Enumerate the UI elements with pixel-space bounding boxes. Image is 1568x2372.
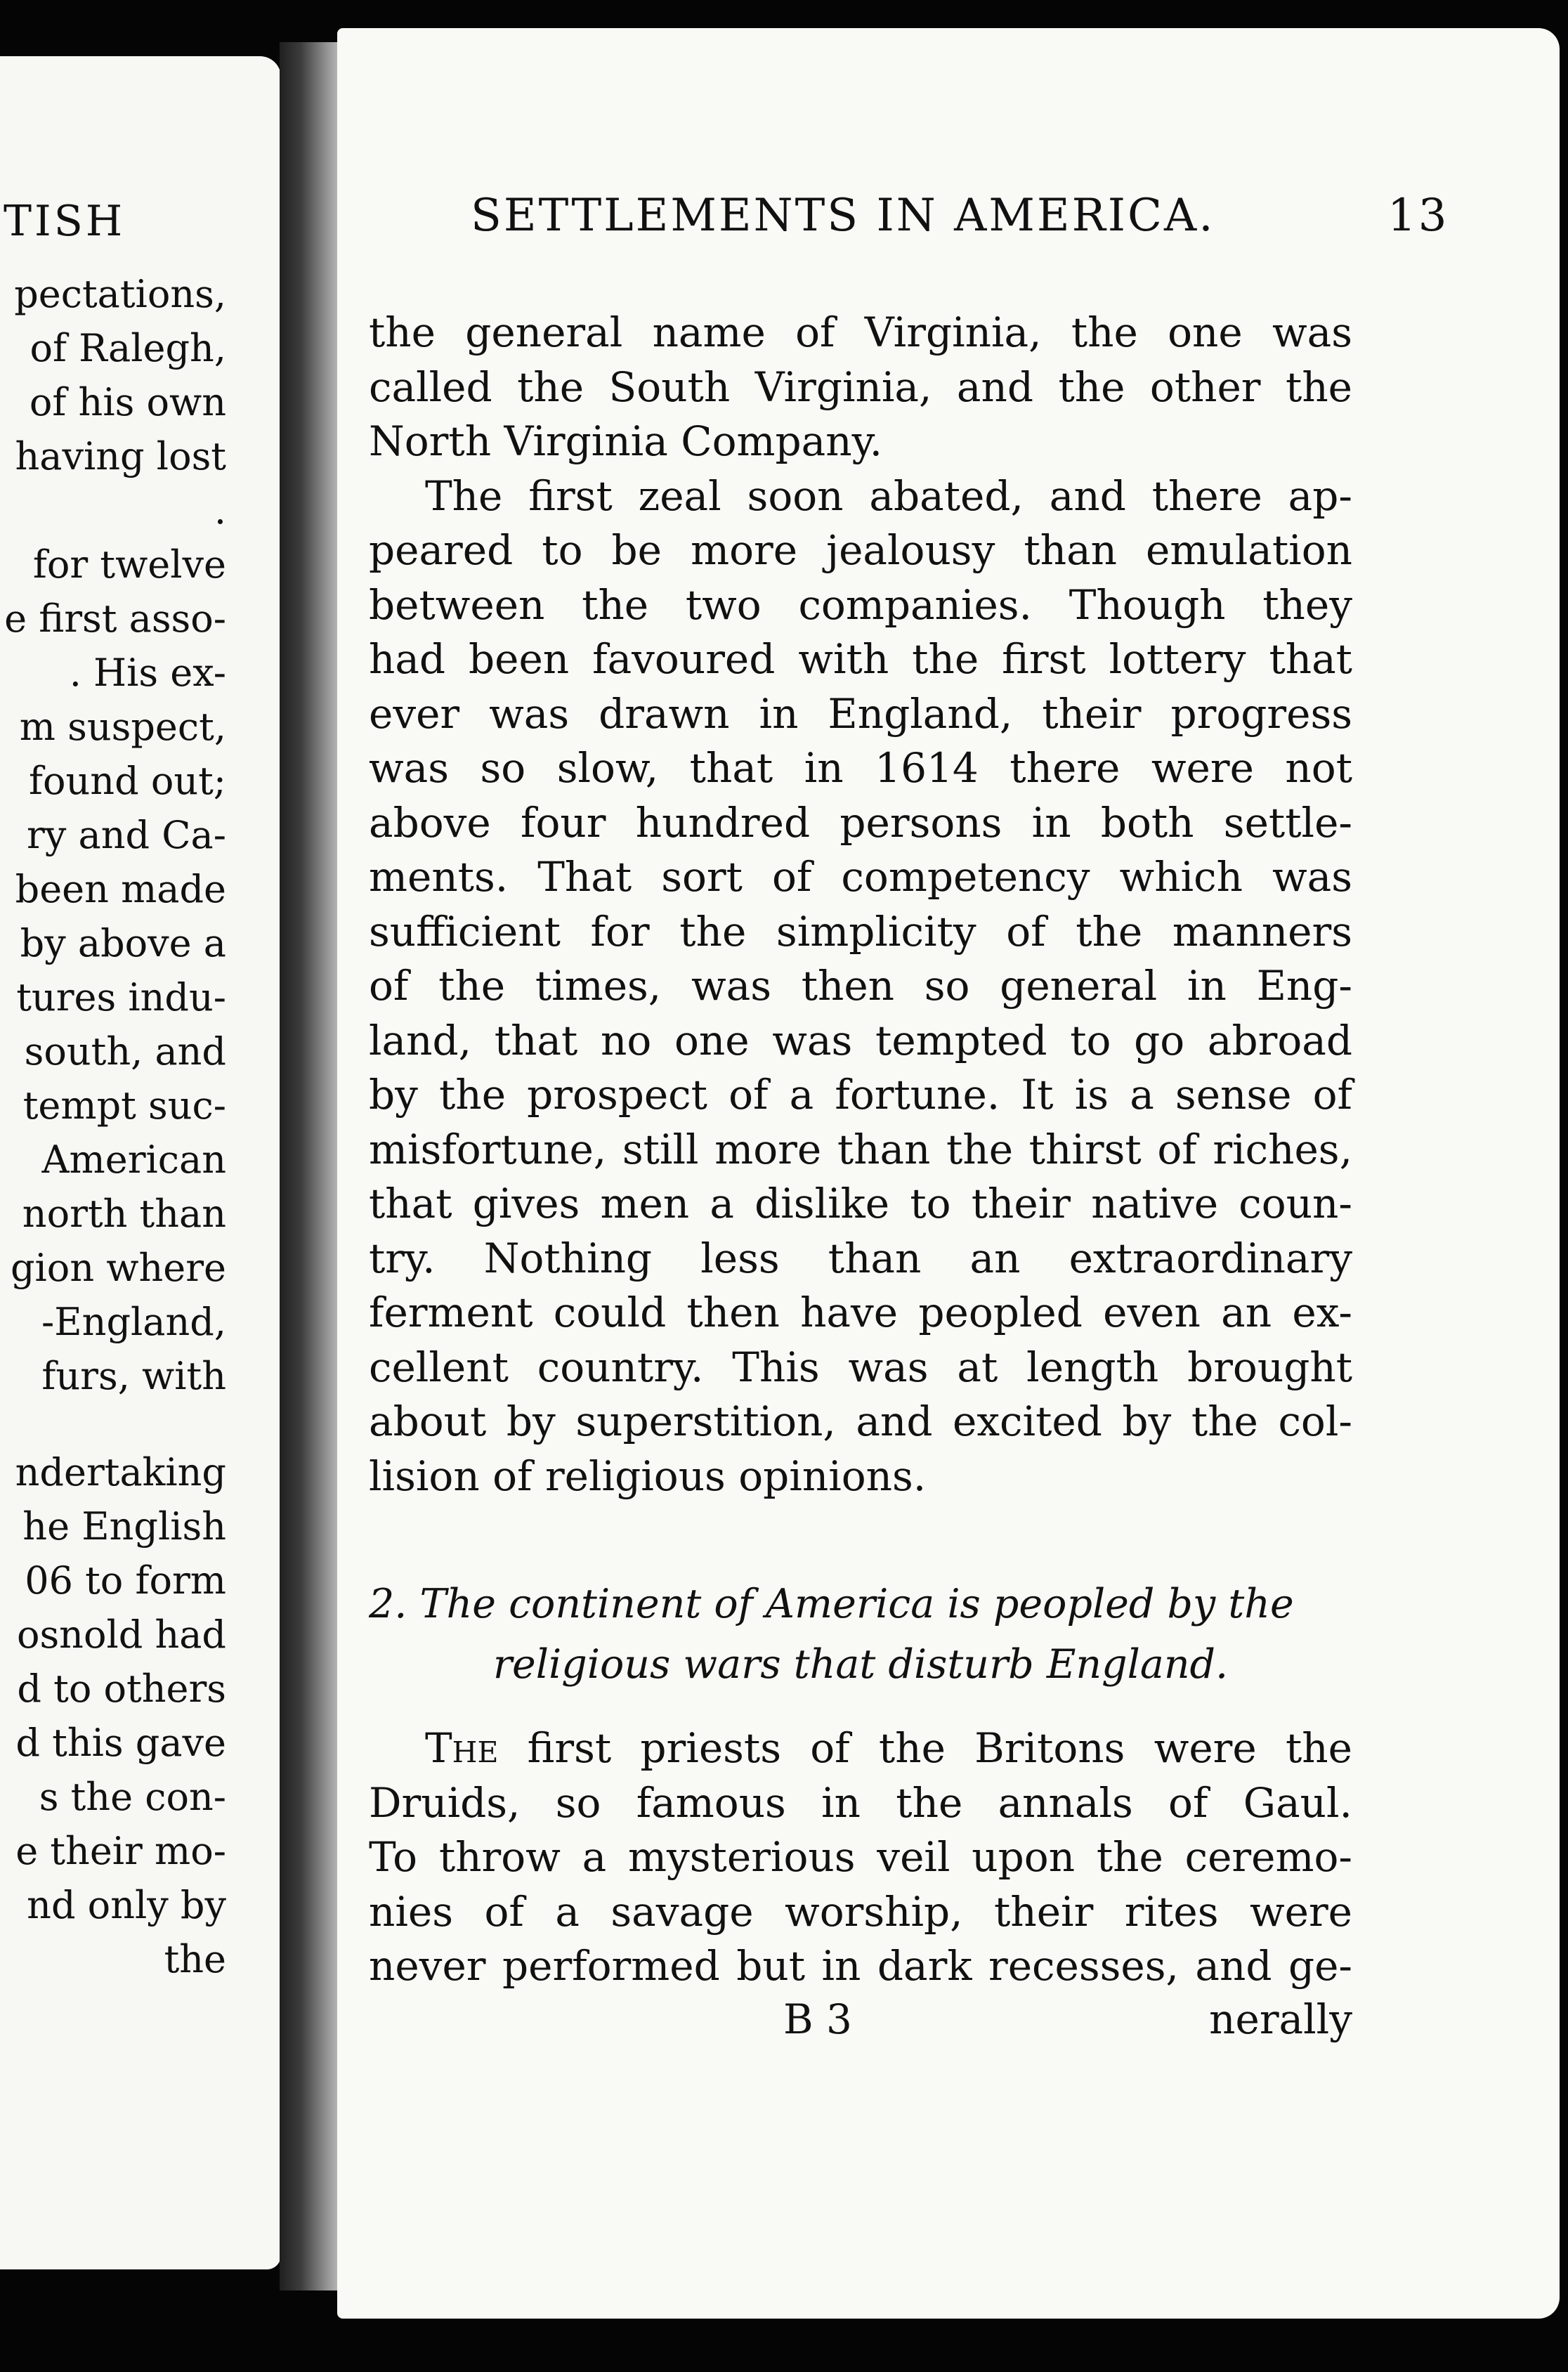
text-line: between the two companies. Though they: [369, 580, 1352, 629]
running-head-title: SETTLEMENTS IN AMERICA.: [471, 190, 1215, 242]
text-line: cellent country. This was at length brought: [369, 1343, 1352, 1391]
text-line: ments. That sort of competency which was: [369, 853, 1352, 901]
body-text-lower: [369, 1721, 1352, 1994]
text-line: of the times, was then so general in Eng-: [369, 962, 1352, 1010]
left-text-line: been made: [15, 867, 226, 911]
left-running-head: TISH: [4, 197, 126, 246]
text-line: by the prospect of a fortune. It is a sense of: [369, 1071, 1352, 1119]
catchword: nerally: [1209, 1995, 1352, 2043]
left-text-line: the: [164, 1937, 226, 1981]
text-line: Druids, so famous in the annals of Gaul.: [369, 1778, 1352, 1827]
text-line-rest: first priests of the Britons were the: [498, 1724, 1352, 1772]
left-text-line: tempt suc-: [22, 1083, 226, 1128]
left-text-line: having lost: [15, 434, 226, 478]
left-text-line: pectations,: [14, 272, 226, 316]
left-text-line: by above a: [20, 921, 226, 965]
left-text-line: south, and: [24, 1029, 226, 1074]
text-line: ferment could then have peopled even an ex-: [369, 1289, 1352, 1336]
text-line: [369, 1721, 1352, 1776]
text-line: had been favoured with the first lottery that: [369, 635, 1352, 683]
left-text-line: American: [41, 1138, 226, 1182]
left-text-line: e their mo-: [15, 1829, 226, 1873]
text-line: land, that no one was tempted to go abroad: [369, 1016, 1352, 1064]
left-text-line: north than: [22, 1192, 226, 1236]
left-text-line: d this gave: [15, 1721, 226, 1765]
body-text-upper: [369, 306, 1352, 1504]
text-line: peared to be more jealousy than emulation: [369, 526, 1352, 574]
section-heading-line: religious wars that disturb England.: [492, 1641, 1229, 1688]
text-line: sufficient for the simplicity of the manners: [369, 907, 1352, 956]
text-line: called the South Virginia, and the other the: [369, 363, 1352, 411]
left-text-line: ndertaking: [15, 1450, 226, 1494]
left-text-line: for twelve: [32, 542, 226, 587]
left-text-line: tures indu-: [16, 975, 226, 1019]
right-page: [337, 28, 1560, 2319]
section-heading-line: 2. The continent of America is peopled by the: [369, 1581, 1294, 1627]
section-heading: [369, 1574, 1352, 1695]
left-text-line: d to others: [17, 1667, 226, 1711]
text-line: lision of religious opinions.: [369, 1452, 927, 1500]
left-text-line: .: [214, 488, 226, 533]
text-line: nies of a savage worship, their rites were: [369, 1887, 1352, 1936]
left-text-line: osnold had: [16, 1612, 226, 1657]
paragraph-gap: [0, 1403, 226, 1445]
page-footer: [369, 1995, 1352, 2052]
text-line: above four hundred persons in both settle-: [369, 798, 1352, 847]
text-line: To throw a mysterious veil upon the ceremo-: [369, 1833, 1352, 1881]
left-text-line: found out;: [29, 759, 226, 803]
text-line: about by superstition, and excited by the col-: [369, 1397, 1352, 1445]
left-text-line: 06 to form: [25, 1558, 226, 1603]
text-line: try. Nothing less than an extraordinary: [369, 1234, 1352, 1282]
initial-word: The: [425, 1724, 499, 1772]
signature-mark: B 3: [783, 1995, 852, 2043]
text-line: the general name of Virginia, the one was: [369, 308, 1352, 356]
text-line: was so slow, that in 1614 there were not: [369, 744, 1352, 792]
left-text-line: he English: [22, 1504, 226, 1549]
left-text-line: -England,: [41, 1300, 226, 1344]
text-line: never performed but in dark recesses, and ge-: [369, 1942, 1352, 1990]
left-text-line: e first asso-: [4, 597, 226, 641]
left-text-line: of his own: [29, 380, 226, 424]
left-text-line: ry and Ca-: [27, 813, 226, 857]
left-text-line: furs, with: [41, 1354, 226, 1398]
left-text-line: . His ex-: [69, 651, 226, 695]
text-line: North Virginia Company.: [369, 417, 883, 465]
left-text-line: gion where: [10, 1246, 226, 1290]
left-page-text: [0, 267, 226, 1986]
left-text-line: m suspect,: [19, 705, 226, 749]
text-line: ever was drawn in England, their progress: [369, 689, 1352, 738]
left-text-line: s the con-: [39, 1775, 226, 1819]
left-text-line: nd only by: [27, 1883, 226, 1927]
text-line: that gives men a dislike to their native coun-: [369, 1180, 1352, 1227]
left-page: [0, 56, 281, 2269]
left-text-line: of Ralegh,: [30, 326, 226, 370]
text-line: misfortune, still more than the thirst of riches,: [369, 1125, 1352, 1173]
page-number: 13: [1387, 190, 1449, 242]
text-line: The first zeal soon abated, and there ap-: [425, 471, 1352, 520]
